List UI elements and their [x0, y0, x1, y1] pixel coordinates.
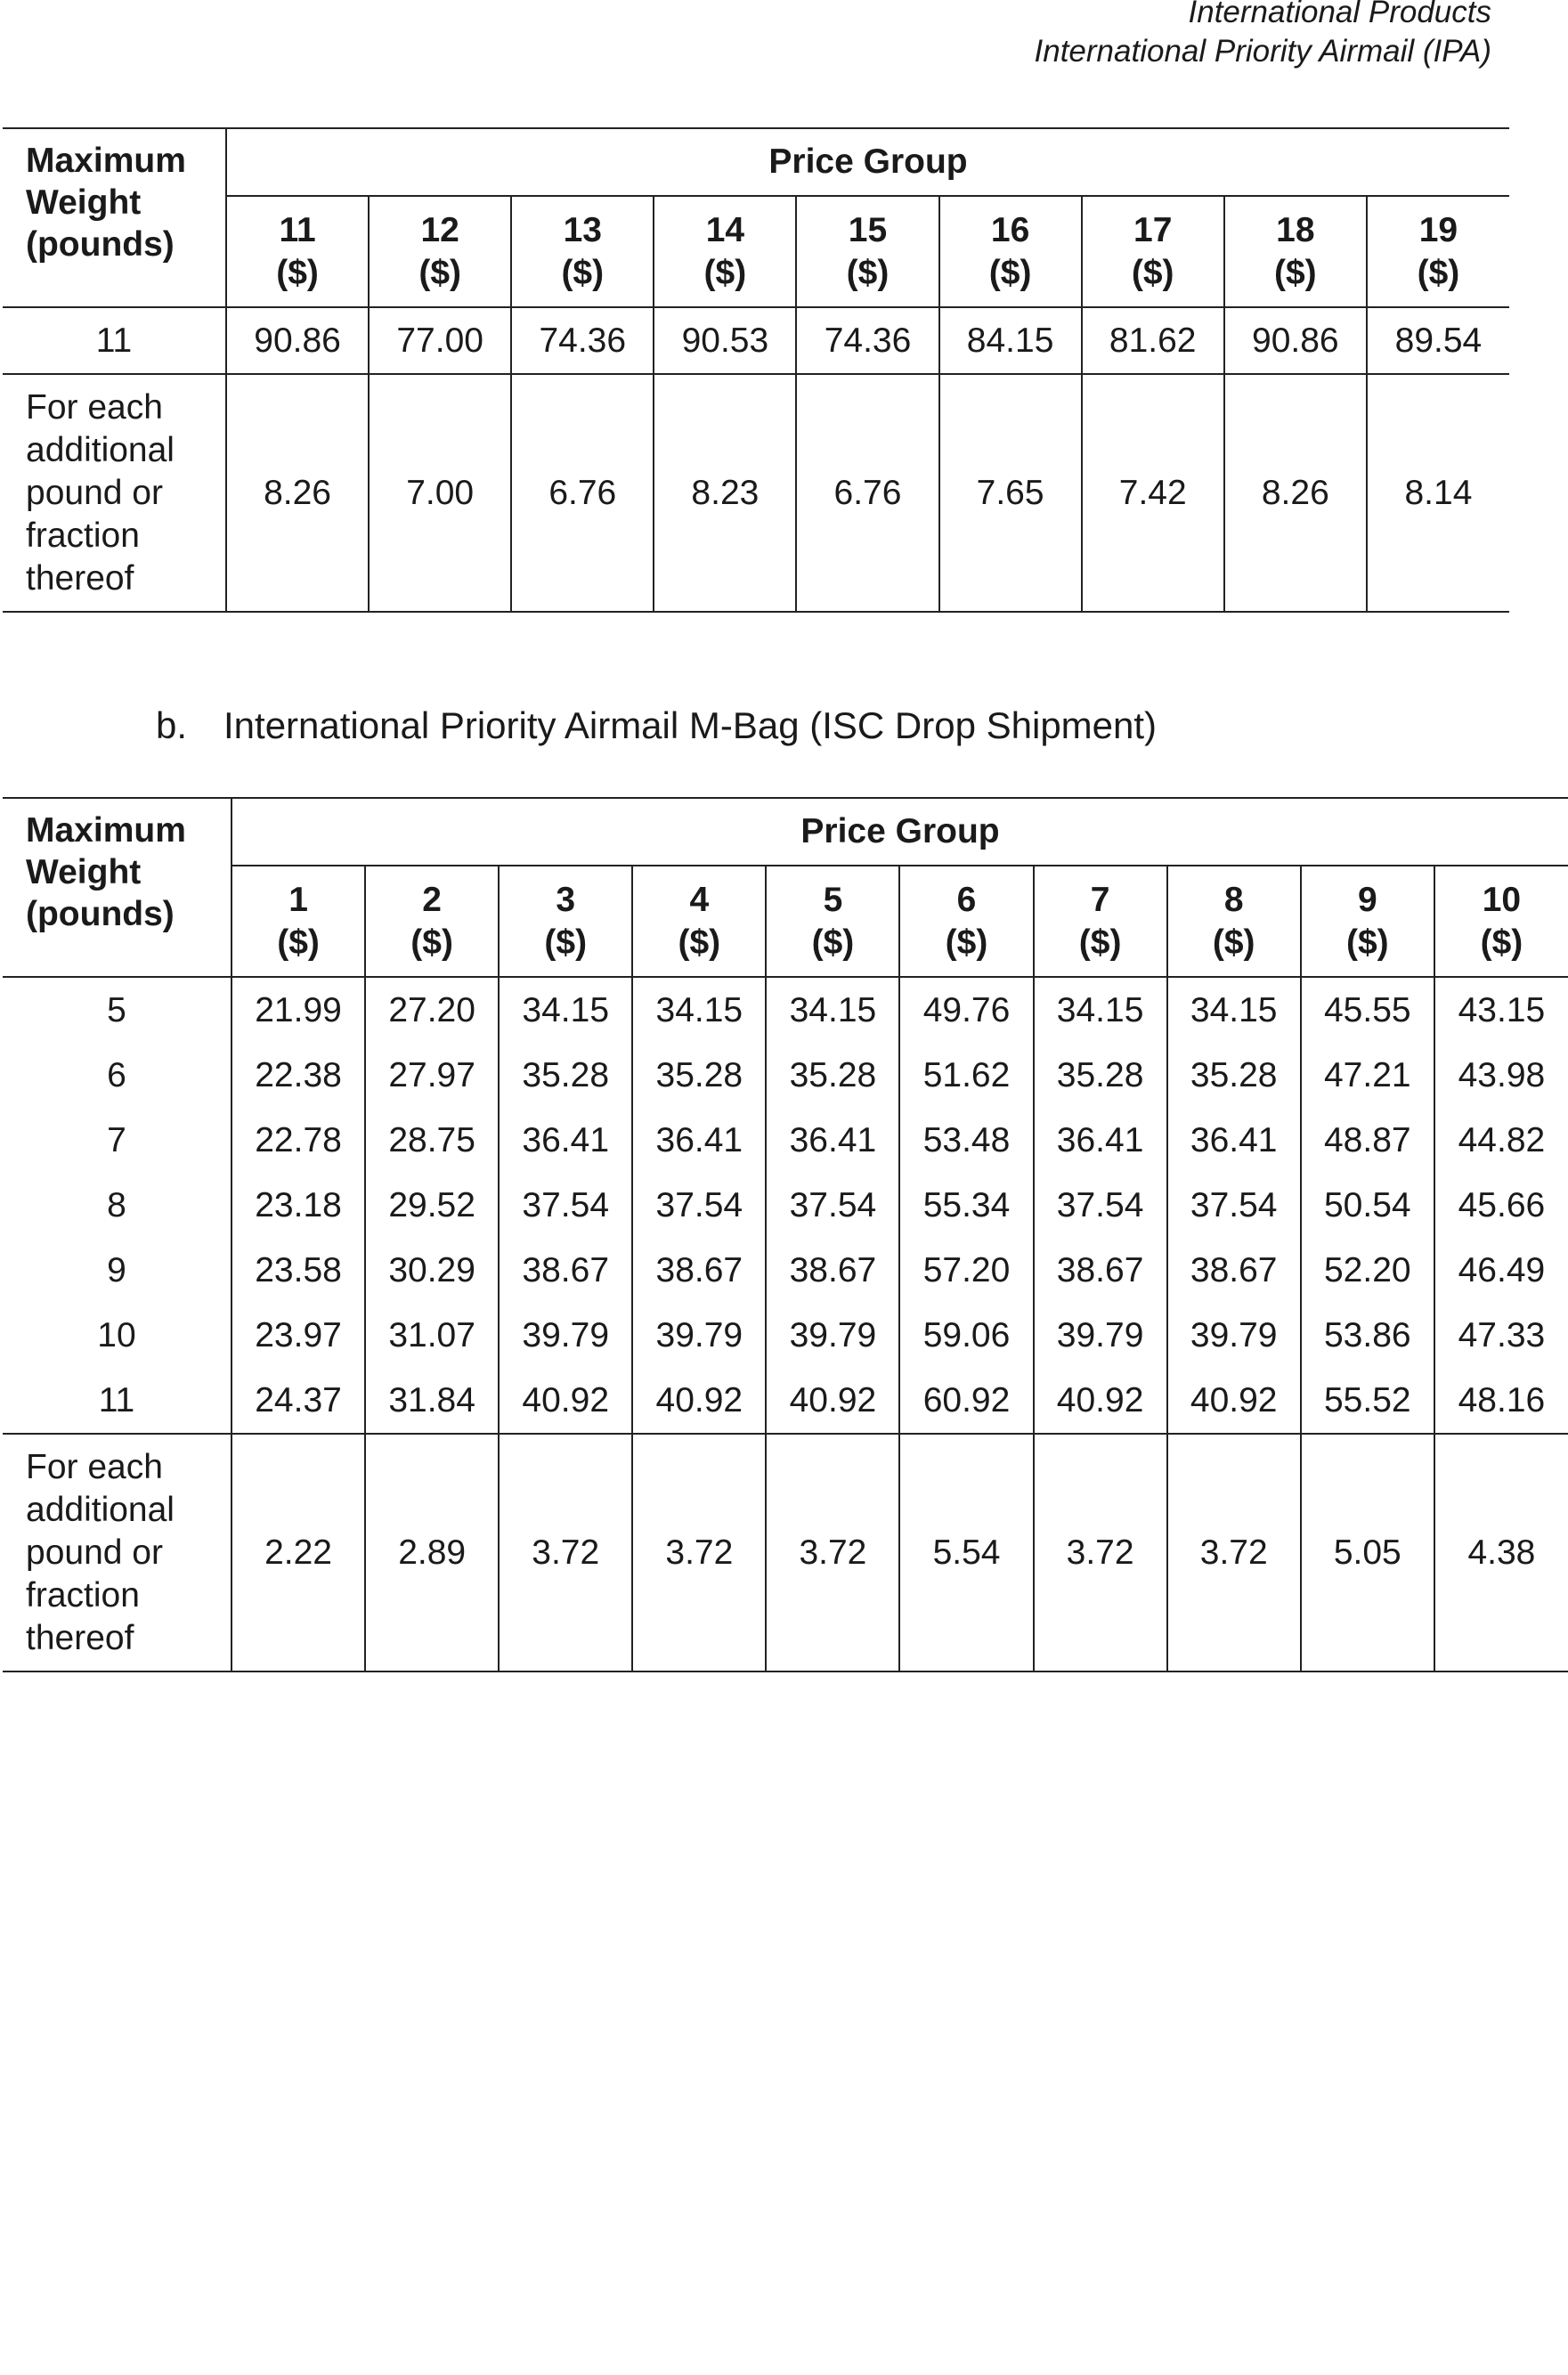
price-cell: 36.41 — [1034, 1108, 1167, 1173]
price-group-number: 12 — [420, 210, 459, 249]
price-group-unit: ($) — [846, 253, 890, 292]
price-cell: 38.67 — [499, 1238, 632, 1303]
price-group-number: 14 — [705, 210, 745, 249]
price-cell: 38.67 — [766, 1238, 899, 1303]
weight-cell: 7 — [3, 1108, 232, 1173]
additional-pound-label: For each additional pound or fraction thereof — [3, 374, 226, 612]
price-cell: 48.16 — [1434, 1368, 1568, 1434]
price-group-number: 4 — [689, 880, 710, 919]
price-group-number: 6 — [956, 880, 977, 919]
additional-price-cell: 8.23 — [654, 374, 796, 612]
price-cell: 34.15 — [632, 977, 766, 1043]
price-group-column-header — [654, 196, 796, 307]
price-group-column-header — [899, 866, 1033, 977]
price-group-unit: ($) — [945, 923, 988, 962]
additional-price-cell: 2.22 — [232, 1434, 365, 1671]
price-cell: 30.29 — [365, 1238, 499, 1303]
price-group-number: 2 — [422, 880, 442, 919]
price-cell: 53.86 — [1301, 1303, 1434, 1368]
additional-pound-row — [3, 374, 1509, 612]
price-cell: 37.54 — [766, 1173, 899, 1238]
weight-cell: 9 — [3, 1238, 232, 1303]
price-cell: 43.98 — [1458, 1055, 1546, 1094]
price-group-column-header — [766, 866, 899, 977]
max-weight-header: Maximum Weight (pounds) — [3, 798, 232, 977]
weight-cell: 11 — [3, 1368, 232, 1434]
price-cell: 27.97 — [365, 1043, 499, 1108]
price-group-unit: ($) — [561, 253, 605, 292]
price-cell: 81.62 — [1082, 307, 1224, 374]
price-group-column-header — [499, 866, 632, 977]
price-cell: 35.28 — [632, 1043, 766, 1108]
price-group-unit: ($) — [988, 253, 1032, 292]
price-cell: 29.52 — [365, 1173, 499, 1238]
additional-price-cell: 5.05 — [1301, 1434, 1434, 1671]
price-cell: 22.78 — [232, 1108, 365, 1173]
price-group-column-header — [226, 196, 369, 307]
price-group-unit: ($) — [1212, 923, 1255, 962]
price-group-column-header — [365, 866, 499, 977]
price-cell: 36.41 — [766, 1108, 899, 1173]
max-weight-header: Maximum Weight (pounds) — [3, 128, 226, 307]
price-group-unit: ($) — [1345, 923, 1389, 962]
weight-cell: 8 — [3, 1173, 232, 1238]
table-row — [3, 1108, 1568, 1173]
additional-price-cell: 8.26 — [1224, 374, 1367, 612]
table-row — [3, 1303, 1568, 1368]
price-group-unit: ($) — [1131, 253, 1174, 292]
price-cell: 39.79 — [632, 1303, 766, 1368]
price-group-column-header — [939, 196, 1082, 307]
price-cell: 39.79 — [499, 1303, 632, 1368]
weight-cell: 6 — [3, 1043, 232, 1108]
price-group-number: 9 — [1357, 880, 1377, 919]
price-group-number: 7 — [1090, 880, 1110, 919]
price-cell: 28.75 — [365, 1108, 499, 1173]
weight-cell: 11 — [3, 307, 226, 374]
price-group-number: 16 — [990, 210, 1030, 249]
price-cell: 39.79 — [1034, 1303, 1167, 1368]
price-group-number: 15 — [848, 210, 888, 249]
price-cell: 57.20 — [899, 1238, 1033, 1303]
additional-price-cell: 2.89 — [365, 1434, 499, 1671]
price-cell: 40.92 — [1167, 1368, 1301, 1434]
price-group-unit: ($) — [1417, 253, 1460, 292]
price-cell: 37.54 — [632, 1173, 766, 1238]
price-cell: 34.15 — [766, 977, 899, 1043]
price-cell: 36.41 — [632, 1108, 766, 1173]
price-cell: 22.38 — [232, 1043, 365, 1108]
price-cell: 60.92 — [899, 1368, 1033, 1434]
price-cell: 23.58 — [232, 1238, 365, 1303]
price-cell: 34.15 — [1167, 977, 1301, 1043]
section-title: International Priority Airmail M-Bag (ISC Drop Shipment) — [223, 704, 1158, 746]
price-cell: 23.97 — [232, 1303, 365, 1368]
price-cell: 34.15 — [1034, 977, 1167, 1043]
price-cell: 40.92 — [766, 1368, 899, 1434]
additional-price-cell: 7.00 — [369, 374, 511, 612]
price-group-unit: ($) — [276, 253, 319, 292]
price-cell: 36.41 — [1167, 1108, 1301, 1173]
price-group-column-header — [1034, 866, 1167, 977]
section-letter: b. — [156, 704, 188, 746]
price-group-column-header — [1434, 866, 1568, 977]
price-group-column-header — [1224, 196, 1367, 307]
price-group-unit: ($) — [811, 923, 855, 962]
price-cell: 35.28 — [1167, 1043, 1301, 1108]
additional-pound-label: For each additional pound or fraction thereof — [3, 1434, 232, 1671]
additional-price-cell: 3.72 — [766, 1434, 899, 1671]
price-cell: 37.54 — [1167, 1173, 1301, 1238]
price-cell: 59.06 — [899, 1303, 1033, 1368]
price-cell: 43.15 — [1458, 990, 1546, 1029]
price-group-column-header — [1082, 196, 1224, 307]
additional-price-cell: 7.65 — [939, 374, 1082, 612]
additional-price-cell: 5.54 — [899, 1434, 1033, 1671]
price-cell: 34.15 — [499, 977, 632, 1043]
price-cell: 74.36 — [796, 307, 938, 374]
price-cell: 40.92 — [499, 1368, 632, 1434]
price-cell: 45.66 — [1458, 1185, 1546, 1224]
additional-pound-row — [3, 1434, 1568, 1671]
additional-price-cell: 8.14 — [1367, 374, 1509, 612]
price-table-a — [3, 127, 1509, 613]
table-row — [3, 977, 1568, 1043]
header-product-line: International Products — [1188, 0, 1491, 29]
page-header — [1035, 0, 1491, 71]
additional-price-cell: 3.72 — [632, 1434, 766, 1671]
price-cell: 36.41 — [499, 1108, 632, 1173]
price-group-unit: ($) — [1078, 923, 1122, 962]
price-cell: 90.86 — [1224, 307, 1367, 374]
price-group-number: 19 — [1418, 210, 1458, 249]
price-group-column-header — [632, 866, 766, 977]
price-group-unit: ($) — [418, 253, 461, 292]
price-group-number: 18 — [1276, 210, 1315, 249]
price-group-column-header — [1367, 196, 1509, 307]
price-table-b — [3, 797, 1568, 1672]
price-cell: 37.54 — [1034, 1173, 1167, 1238]
price-cell: 21.99 — [232, 977, 365, 1043]
table-row — [3, 1043, 1568, 1108]
weight-cell: 5 — [3, 977, 232, 1043]
price-group-unit: ($) — [277, 923, 320, 962]
price-cell: 77.00 — [369, 307, 511, 374]
price-cell: 40.92 — [1034, 1368, 1167, 1434]
price-group-unit: ($) — [703, 253, 747, 292]
price-cell: 44.82 — [1458, 1120, 1546, 1159]
price-group-header: Price Group — [232, 798, 1568, 866]
price-cell: 84.15 — [939, 307, 1082, 374]
price-group-column-header — [1301, 866, 1434, 977]
price-group-number: 13 — [563, 210, 602, 249]
price-group-unit: ($) — [678, 923, 721, 962]
price-group-number: 17 — [1133, 210, 1173, 249]
additional-price-cell: 6.76 — [796, 374, 938, 612]
table-row — [3, 307, 1509, 374]
price-cell: 39.79 — [766, 1303, 899, 1368]
price-cell: 38.67 — [1167, 1238, 1301, 1303]
price-cell: 90.86 — [226, 307, 369, 374]
price-cell: 31.84 — [365, 1368, 499, 1434]
price-cell: 24.37 — [232, 1368, 365, 1434]
price-group-column-header — [796, 196, 938, 307]
price-group-column-header — [1167, 866, 1301, 977]
price-cell: 48.87 — [1301, 1108, 1434, 1173]
price-cell: 27.20 — [365, 977, 499, 1043]
price-cell: 35.28 — [499, 1043, 632, 1108]
price-cell: 47.21 — [1301, 1043, 1434, 1108]
price-cell: 45.55 — [1301, 977, 1434, 1043]
price-cell: 31.07 — [365, 1303, 499, 1368]
price-cell: 50.54 — [1301, 1173, 1434, 1238]
price-cell: 38.67 — [632, 1238, 766, 1303]
price-group-number: 8 — [1223, 880, 1244, 919]
price-group-number: 10 — [1482, 880, 1522, 919]
price-cell: 23.18 — [232, 1173, 365, 1238]
table-row — [3, 1238, 1568, 1303]
price-group-unit: ($) — [544, 923, 588, 962]
section-heading-b — [156, 701, 1157, 751]
price-cell: 35.28 — [1034, 1043, 1167, 1108]
price-cell: 37.54 — [499, 1173, 632, 1238]
price-group-unit: ($) — [1273, 253, 1317, 292]
additional-price-cell: 4.38 — [1434, 1434, 1568, 1671]
price-cell: 46.49 — [1458, 1250, 1546, 1289]
price-cell: 47.33 — [1458, 1315, 1546, 1354]
header-product-name: International Priority Airmail (IPA) — [1034, 34, 1491, 69]
price-cell: 55.52 — [1301, 1368, 1434, 1434]
price-cell: 40.92 — [632, 1368, 766, 1434]
price-group-number: 11 — [279, 210, 316, 249]
table-row — [3, 1173, 1568, 1238]
price-group-number: 3 — [556, 880, 576, 919]
price-group-number: 5 — [823, 880, 843, 919]
price-cell: 90.53 — [654, 307, 796, 374]
weight-cell: 10 — [3, 1303, 232, 1368]
additional-price-cell: 3.72 — [1167, 1434, 1301, 1671]
price-cell: 39.79 — [1167, 1303, 1301, 1368]
additional-price-cell: 3.72 — [1034, 1434, 1167, 1671]
price-group-column-header — [511, 196, 654, 307]
additional-price-cell: 7.42 — [1082, 374, 1224, 612]
price-cell: 55.34 — [899, 1173, 1033, 1238]
additional-price-cell: 6.76 — [511, 374, 654, 612]
price-cell: 52.20 — [1301, 1238, 1434, 1303]
price-group-unit: ($) — [410, 923, 453, 962]
price-cell: 49.76 — [899, 977, 1033, 1043]
price-cell: 38.67 — [1034, 1238, 1167, 1303]
price-cell: 74.36 — [511, 307, 654, 374]
price-group-unit: ($) — [1480, 923, 1523, 962]
additional-price-cell: 8.26 — [226, 374, 369, 612]
price-cell: 53.48 — [899, 1108, 1033, 1173]
price-cell: 51.62 — [899, 1043, 1033, 1108]
price-cell: 89.54 — [1367, 307, 1509, 374]
price-cell: 35.28 — [766, 1043, 899, 1108]
additional-price-cell: 3.72 — [499, 1434, 632, 1671]
table-row — [3, 1368, 1568, 1434]
price-group-number: 1 — [288, 880, 308, 919]
price-group-column-header — [369, 196, 511, 307]
price-group-column-header — [232, 866, 365, 977]
price-group-header: Price Group — [226, 128, 1509, 196]
